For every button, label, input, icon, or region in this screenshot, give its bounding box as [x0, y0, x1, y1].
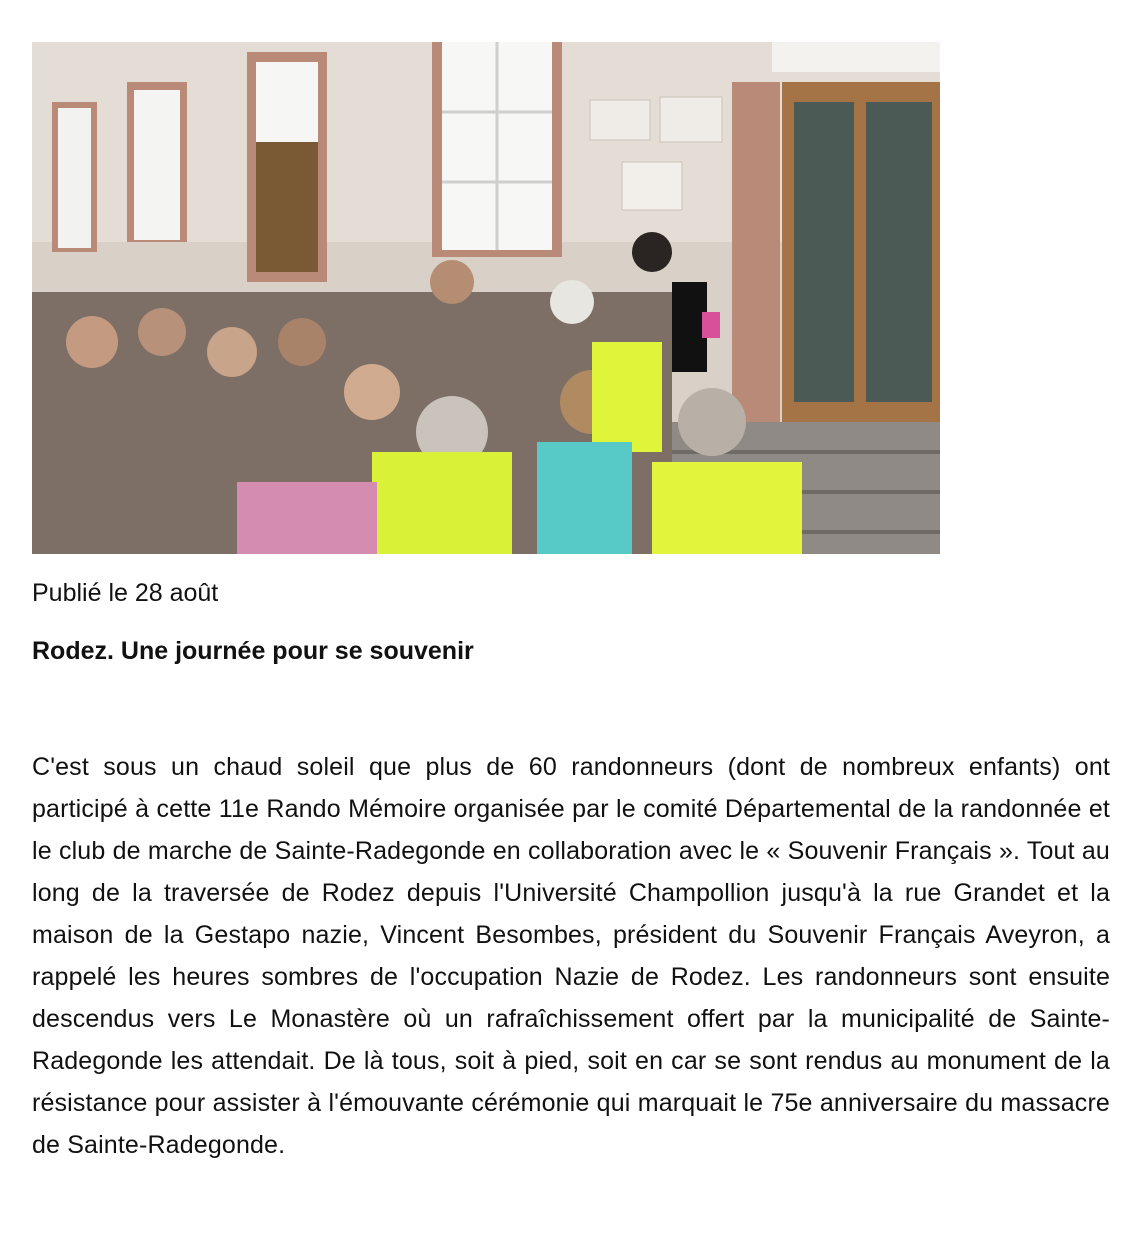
article-body: C'est sous un chaud soleil que plus de 60 randonneurs (dont de nombreux enfants) ont participé à cette 11e Rando Mémoire organisée par le comité Départemental de la randonnée et le club de marche de Sainte-Radegonde en collaboration avec le « Souvenir Français ». Tout au long de la traversée de Rodez depuis l'Université Champollion jusqu'à la rue Grandet et la maison de la Gestapo nazie, Vincent Besombes, président du Souvenir Français Aveyron, a rappelé les heures sombres de l'occupation Nazie de Rodez. Les randonneurs sont ensuite descendus vers Le Monastère où un rafraîchissement offert par la municipalité de Sainte-Radegonde les attendait. De là tous, soit à pied, soit en car se sont rendus au monument de la résistance pour assister à l'émouvante cérémonie qui marquait le 75e anniversaire du massacre de Sainte-Radegonde.	[32, 753, 1110, 1159]
article-title: Rodez. Une journée pour se souvenir	[32, 637, 474, 665]
publication-date: Publié le 28 août	[32, 579, 219, 607]
article-photo	[32, 42, 940, 554]
